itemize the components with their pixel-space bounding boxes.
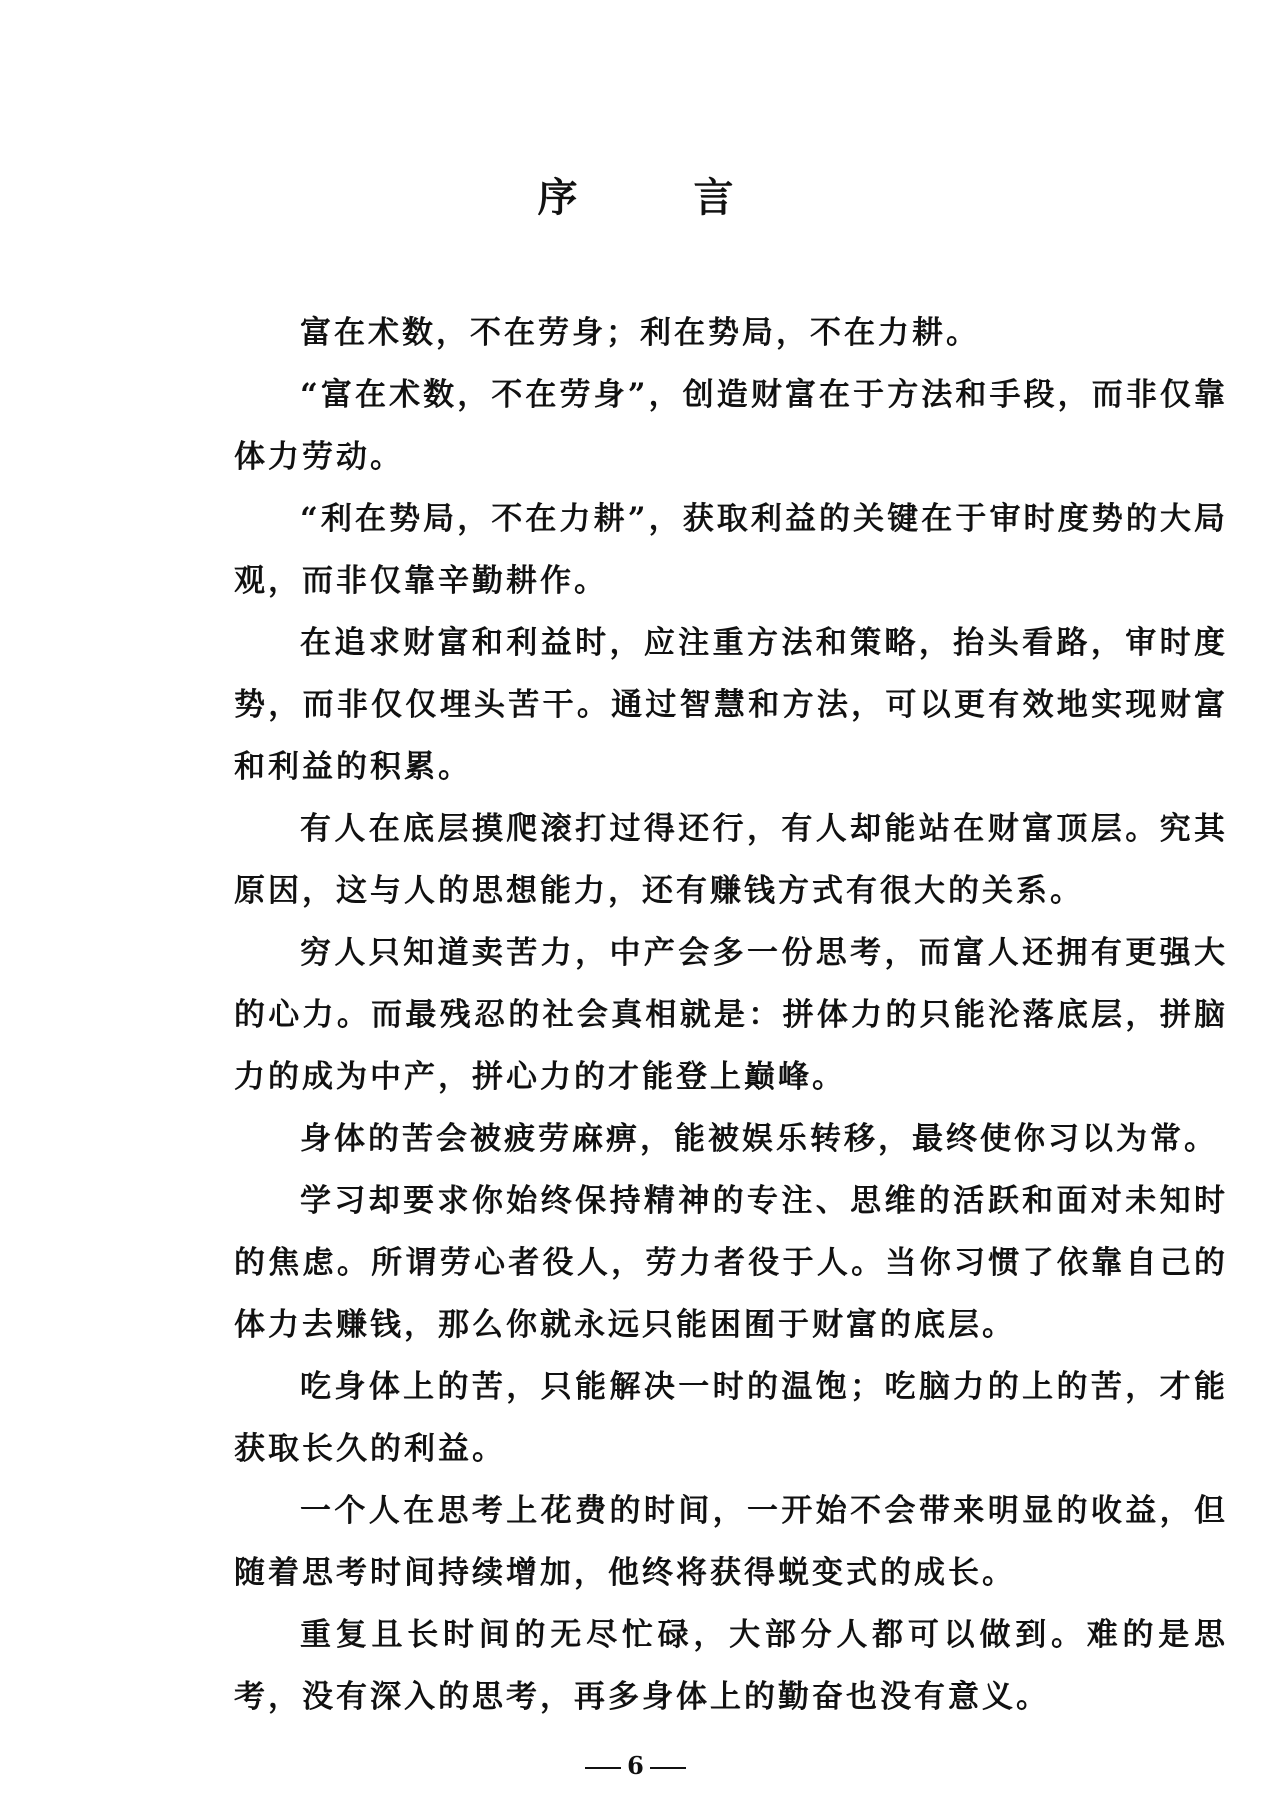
paragraph: 穷人只知道卖苦力，中产会多一份思考，而富人还拥有更强大的心力。而最残忍的社会真相就是：拼体力的只能沦落底层，拼脑力的成为中产，拼心力的才能登上巅峰。: [234, 935, 1228, 1095]
paragraph: 一个人在思考上花费的时间，一开始不会带来明显的收益，但随着思考时间持续增加，他终将获得蜕变式的成长。: [234, 1493, 1228, 1591]
paragraph: 身体的苦会被疲劳麻痹，能被娱乐转移，最终使你习以为常。: [300, 1121, 1218, 1157]
paragraph: 在追求财富和利益时，应注重方法和策略，抬头看路，审时度势，而非仅仅埋头苦干。通过智慧和方法，可以更有效地实现财富和利益的积累。: [234, 625, 1228, 785]
page-number: 6: [627, 1751, 644, 1780]
paragraph: 重复且长时间的无尽忙碌，大部分人都可以做到。难的是思考，没有深入的思考，再多身体上的勤奋也没有意义。: [234, 1617, 1228, 1715]
paragraph: “富在术数，不在劳身”，创造财富在于方法和手段，而非仅靠体力劳动。: [234, 377, 1228, 475]
footer-dash-right: [650, 1767, 686, 1769]
page-footer: [0, 1751, 1271, 1780]
paragraph: “利在势局，不在力耕”，获取利益的关键在于审时度势的大局观，而非仅靠辛勤耕作。: [234, 501, 1228, 599]
paragraph: 吃身体上的苦，只能解决一时的温饱；吃脑力的上的苦，才能获取长久的利益。: [234, 1369, 1228, 1467]
paragraph: 有人在底层摸爬滚打过得还行，有人却能站在财富顶层。究其原因，这与人的思想能力，还有赚钱方式有很大的关系。: [234, 811, 1228, 909]
body-text: [234, 302, 1228, 1728]
page-title: 序 言: [537, 174, 772, 221]
paragraph: 学习却要求你始终保持精神的专注、思维的活跃和面对未知时的焦虑。所谓劳心者役人，劳力者役于人。当你习惯了依靠自己的体力去赚钱，那么你就永远只能困囿于财富的底层。: [234, 1183, 1228, 1343]
paragraph: 富在术数，不在劳身；利在势局，不在力耕。: [300, 315, 980, 351]
footer-dash-left: [585, 1767, 621, 1769]
